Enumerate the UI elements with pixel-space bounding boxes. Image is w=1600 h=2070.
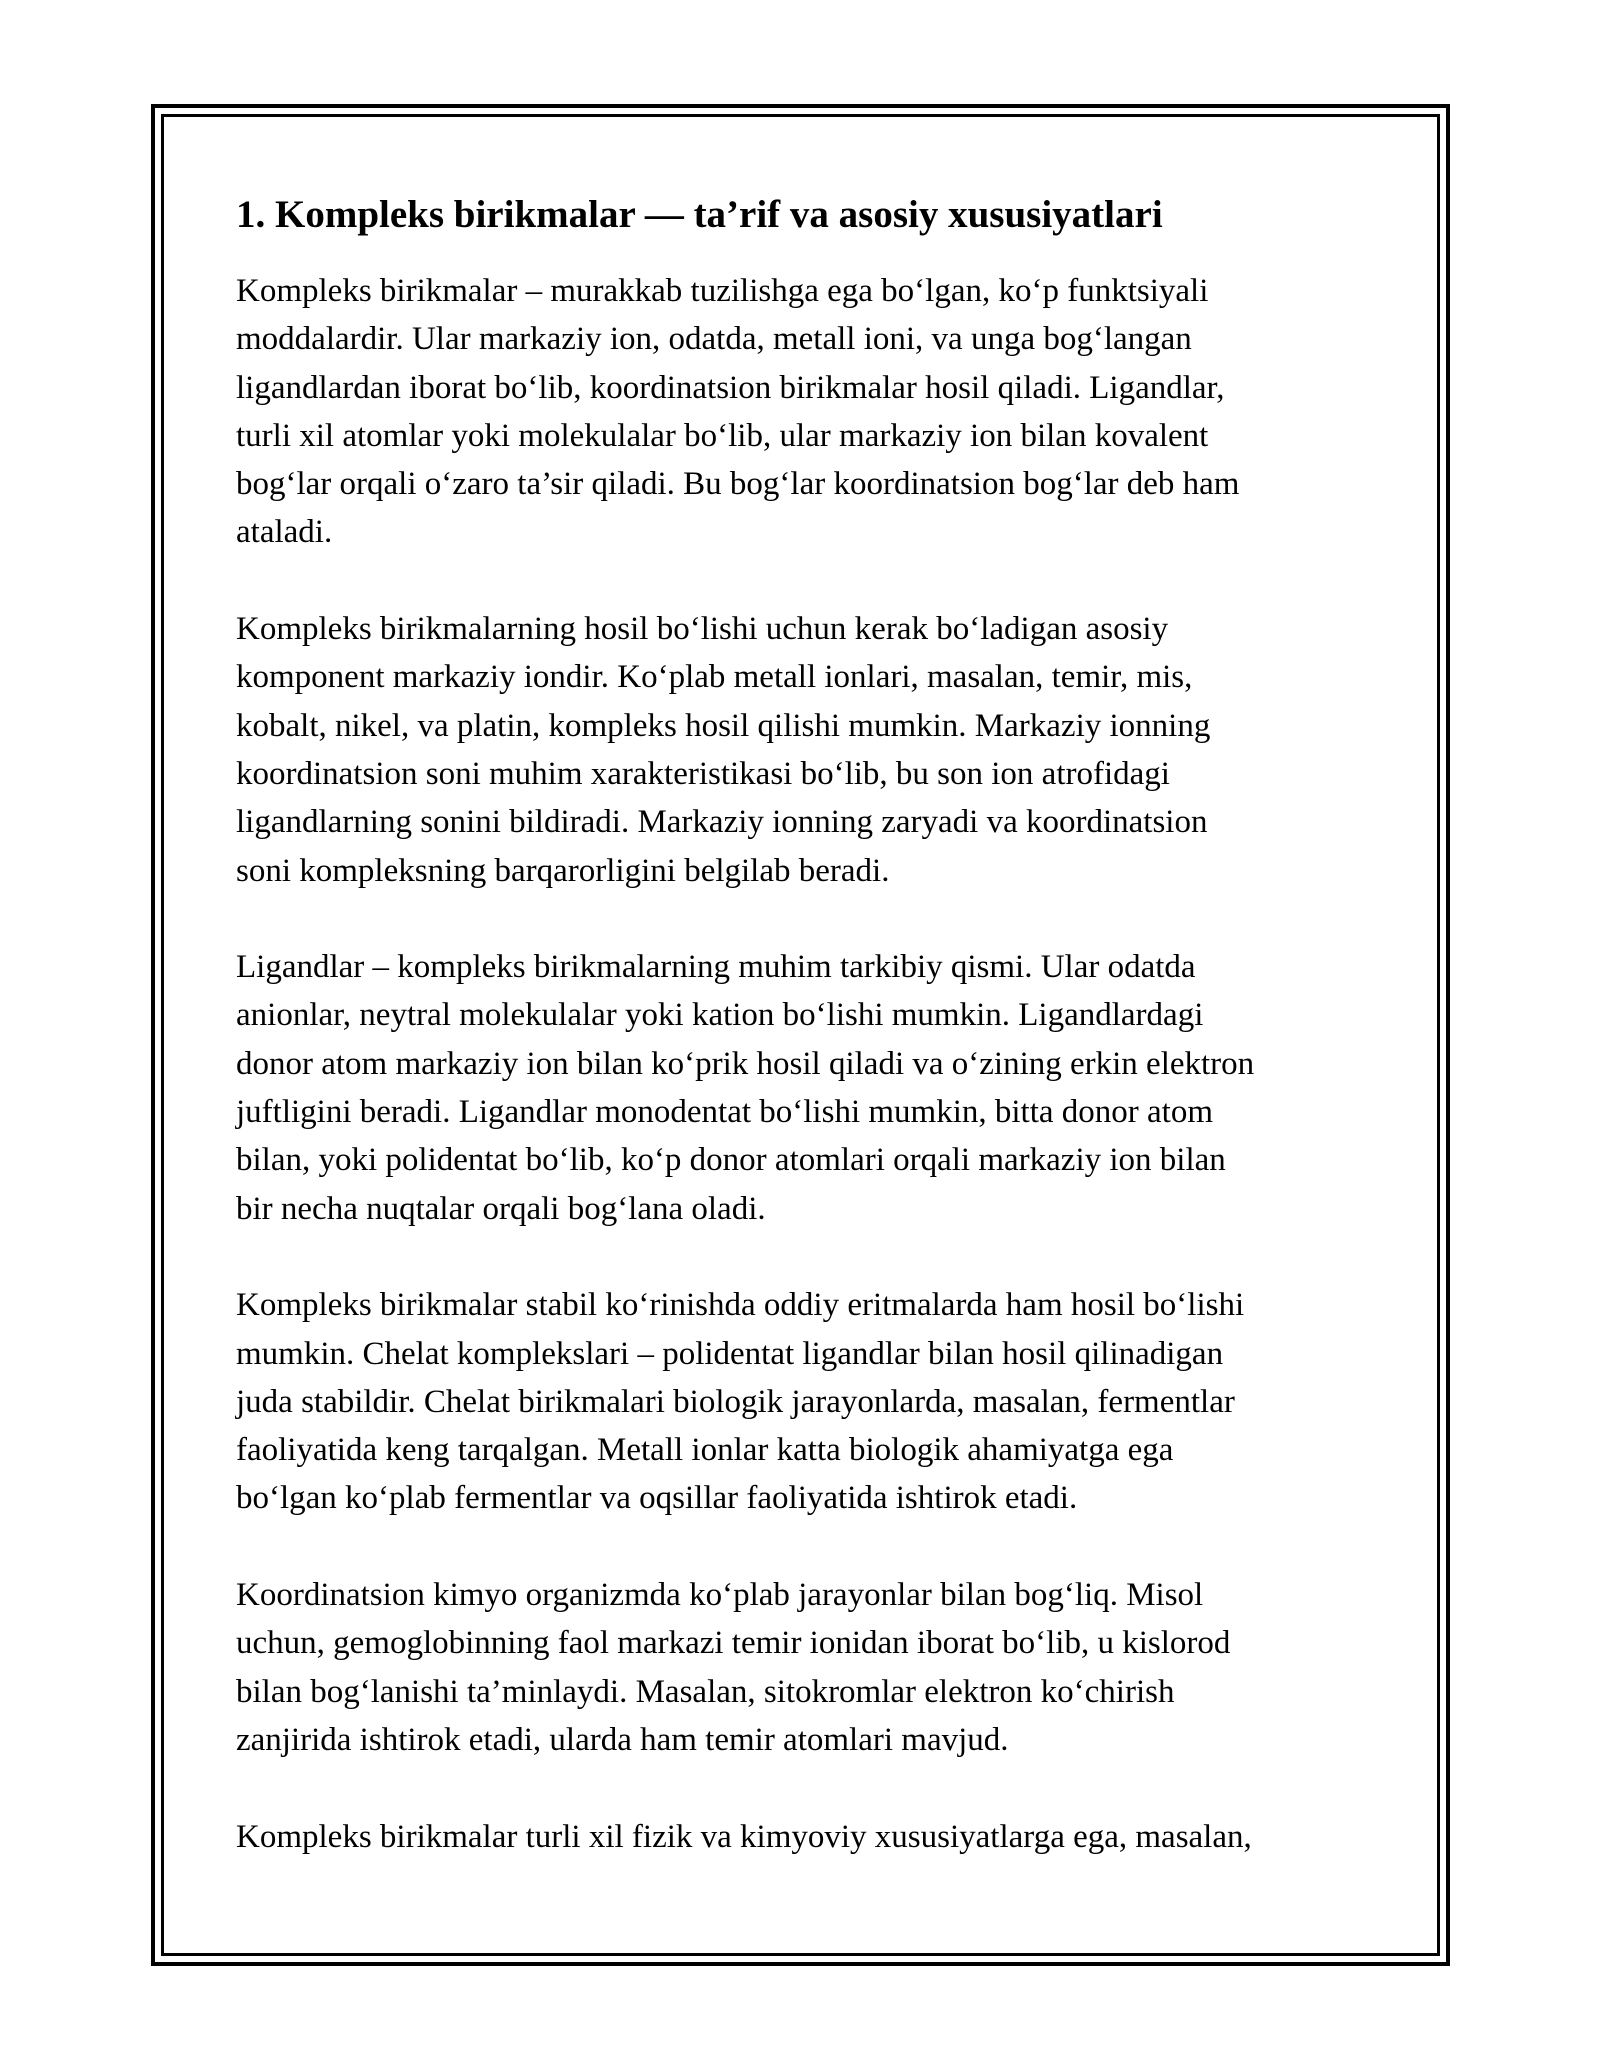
paragraph-3 [236,943,1376,1233]
paragraph-line: bo‘lgan ko‘plab fermentlar va oqsillar faoliyatida ishtirok etadi. [236,1480,1078,1517]
paragraph-5 [236,1571,1376,1764]
document-body [236,178,1376,1909]
paragraph-1 [236,267,1376,557]
paragraph-line: mumkin. Chelat komplekslari – polidentat ligandlar bilan hosil qilinadigan [236,1335,1224,1372]
paragraph-line: anionlar, neytral molekulalar yoki kation bo‘lishi mumkin. Ligandlardagi [236,997,1204,1034]
paragraph-line: ligandlarning sonini bildiradi. Markaziy ionning zaryadi va koordinatsion [236,804,1208,841]
paragraph-line: Kompleks birikmalar – murakkab tuzilishga ega bo‘lgan, ko‘p funktsiyali [236,273,1209,309]
paragraph-line: Ligandlar – kompleks birikmalarning muhim tarkibiy qismi. Ular odatda [236,949,1196,986]
paragraph-line: kobalt, nikel, va platin, kompleks hosil qilishi mumkin. Markaziy ionning [236,707,1211,744]
paragraph-line: komponent markaziy iondir. Ko‘plab metall ionlari, masalan, temir, mis, [236,659,1193,696]
paragraph-line: juftligini beradi. Ligandlar monodentat bo‘lishi mumkin, bitta donor atom [236,1094,1213,1131]
paragraph-line: Kompleks birikmalar turli xil fizik va kimyoviy xususiyatlarga ega, masalan, [236,1818,1252,1855]
paragraph-line: moddalardir. Ular markaziy ion, odatda, metall ioni, va unga bog‘langan [236,321,1192,358]
paragraph-line: uchun, gemoglobinning faol markazi temir ionidan iborat bo‘lib, u kislorod [236,1625,1231,1662]
paragraph-line: juda stabildir. Chelat birikmalari biologik jarayonlarda, masalan, fermentlar [236,1383,1235,1420]
paragraph-line: bilan, yoki polidentat bo‘lib, ko‘p donor atomlari orqali markaziy ion bilan [236,1142,1226,1179]
paragraph-line: bir necha nuqtalar orqali bog‘lana oladi. [236,1190,766,1227]
paragraph-line: Kompleks birikmalarning hosil bo‘lishi uchun kerak bo‘ladigan asosiy [236,611,1169,648]
paragraph-line: ligandlardan iborat bo‘lib, koordinatsion birikmalar hosil qiladi. Ligandlar, [236,369,1225,406]
section-heading: 1. Kompleks birikmalar — ta’rif va asosiy xususiyatlari [236,193,1163,236]
paragraph-line: Kompleks birikmalar stabil ko‘rinishda oddiy eritmalarda ham hosil bo‘lishi [236,1287,1245,1324]
paragraph-line: ataladi. [236,514,333,551]
paragraph-line: bog‘lar orqali o‘zaro ta’sir qiladi. Bu bog‘lar koordinatsion bog‘lar deb ham [236,466,1240,503]
paragraph-2 [236,605,1376,895]
paragraph-line: bilan bog‘lanishi ta’minlaydi. Masalan, sitokromlar elektron ko‘chirish [236,1673,1175,1710]
paragraph-line: donor atom markaziy ion bilan ko‘prik hosil qiladi va o‘zining erkin elektron [236,1045,1255,1082]
paragraph-line: Koordinatsion kimyo organizmda ko‘plab jarayonlar bilan bog‘liq. Misol [236,1577,1204,1614]
paragraph-6 [236,1813,1376,1861]
paragraph-line: soni kompleksning barqarorligini belgilab beradi. [236,852,890,889]
paragraph-line: koordinatsion soni muhim xarakteristikasi bo‘lib, bu son ion atrofidagi [236,755,1170,792]
paragraph-4 [236,1281,1376,1522]
paragraph-line: zanjirida ishtirok etadi, ularda ham temir atomlari mavjud. [236,1721,1009,1758]
paragraph-line: turli xil atomlar yoki molekulalar bo‘lib, ular markaziy ion bilan kovalent [236,417,1209,454]
paragraph-line: faoliyatida keng tarqalgan. Metall ionlar katta biologik ahamiyatga ega [236,1432,1174,1469]
